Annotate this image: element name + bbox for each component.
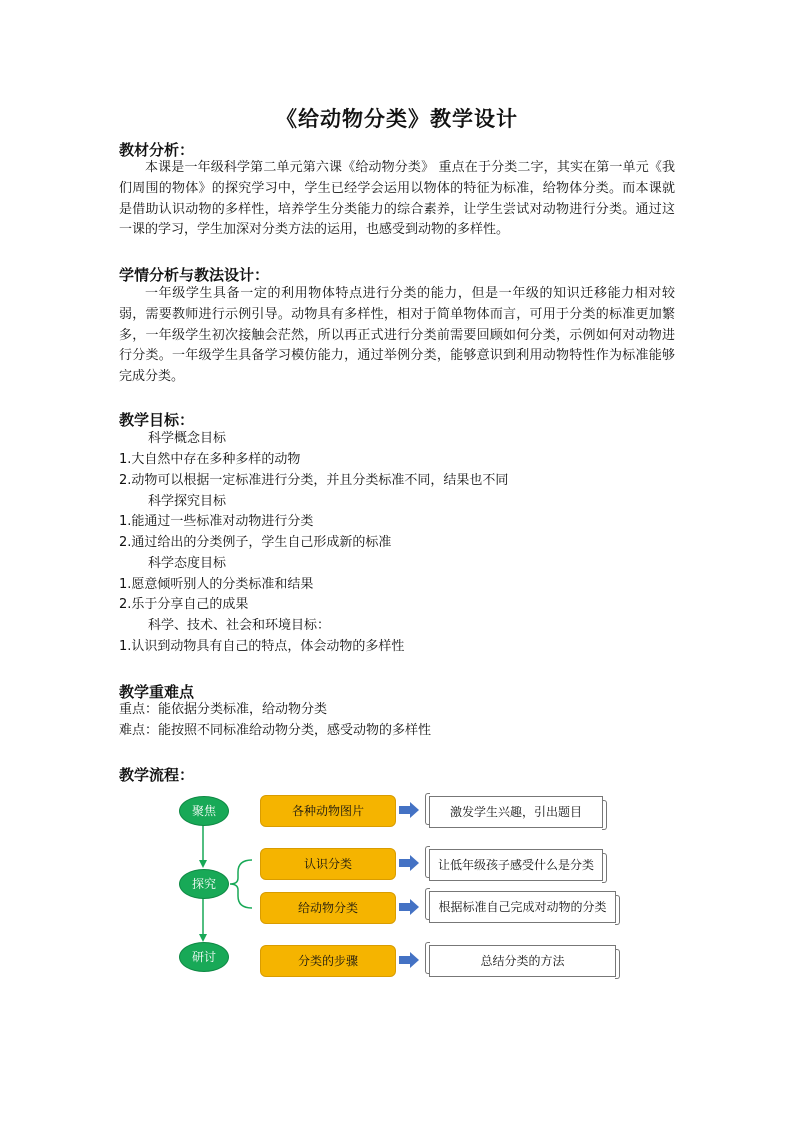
stage-explore: 探究 [179,869,229,899]
note-classify-by-standard: 根据标准自己完成对动物的分类 [429,891,616,923]
sts-goal-title: 科学、技术、社会和环境目标： [148,618,331,633]
attitude-goal-title: 科学态度目标 [148,556,227,571]
textbook-analysis-paragraph: 本课是一年级科学第二单元第六课《给动物分类》 重点在于分类二字，其实在第一单元《我们周围的物体》的探究学习中，学生已经学会运用以物体的特征为标准，给物体分类。而本课就是借助认识动物的多样性，培养学生分类能力的综合素养，让学生尝试对动物进行分类。通过这一课的学习，学生加深对分类方法的运用，也感受到动物的多样性。 [119,160,675,238]
step-understand-classification: 认识分类 [260,848,396,880]
right-arrow-icon [399,855,419,871]
concept-goal-1: 1.大自然中存在多种多样的动物 [119,452,301,467]
stage-connector-arrowhead [199,934,207,942]
concept-goal-2: 2.动物可以根据一定标准进行分类，并且分类标准不同，结果也不同 [119,473,509,488]
page-title: 《给动物分类》教学设计 [276,107,518,131]
attitude-goal-2: 2.乐于分享自己的成果 [119,597,249,612]
inquiry-goal-2: 2.通过给出的分类例子，学生自己形成新的标准 [119,535,392,550]
textbook-analysis-heading: 教材分析： [119,141,195,159]
difficult-point: 难点：能按照不同标准给动物分类，感受动物的多样性 [119,723,432,738]
student-analysis-heading: 学情分析与教法设计： [119,266,270,284]
inquiry-goal-title: 科学探究目标 [148,494,227,509]
right-arrow-icon [399,899,419,915]
note-summarize-method: 总结分类的方法 [429,945,616,977]
teaching-goals-heading: 教学目标： [119,411,195,429]
inquiry-goal-1: 1.能通过一些标准对动物进行分类 [119,514,314,529]
concept-goal-title: 科学概念目标 [148,431,227,446]
brace-connector [230,860,252,908]
attitude-goal-1: 1.愿意倾听别人的分类标准和结果 [119,577,314,592]
sts-goal-1: 1.认识到动物具有自己的特点，体会动物的多样性 [119,639,405,654]
teaching-process-heading: 教学流程： [119,766,195,784]
key-point: 重点：能依据分类标准，给动物分类 [119,702,328,717]
note-what-is-classification: 让低年级孩子感受什么是分类 [429,849,603,881]
key-points-heading: 教学重难点 [119,683,195,701]
stage-discuss: 研讨 [179,942,229,972]
step-classification-steps: 分类的步骤 [260,945,396,977]
right-arrow-icon [399,952,419,968]
student-analysis-paragraph: 一年级学生具备一定的利用物体特点进行分类的能力，但是一年级的知识迁移能力相对较弱，需要教师进行示例引导。动物具有多样性，相对于简单物体而言，可用于分类的标准更加繁多，一年级学生初次接触会茫然，所以再正式进行分类前需要回顾如何分类，示例如何对动物进行分类。一年级学生具备学习模仿能力，通过举例分类，能够意识到利用动物特性作为标准能够完成分类。 [119,286,675,385]
step-animal-pictures: 各种动物图片 [260,795,396,827]
step-classify-animals: 给动物分类 [260,892,396,924]
stage-focus: 聚焦 [179,796,229,826]
stage-connector-arrowhead [199,860,207,868]
note-motivate: 激发学生兴趣，引出题目 [429,796,603,828]
right-arrow-icon [399,802,419,818]
